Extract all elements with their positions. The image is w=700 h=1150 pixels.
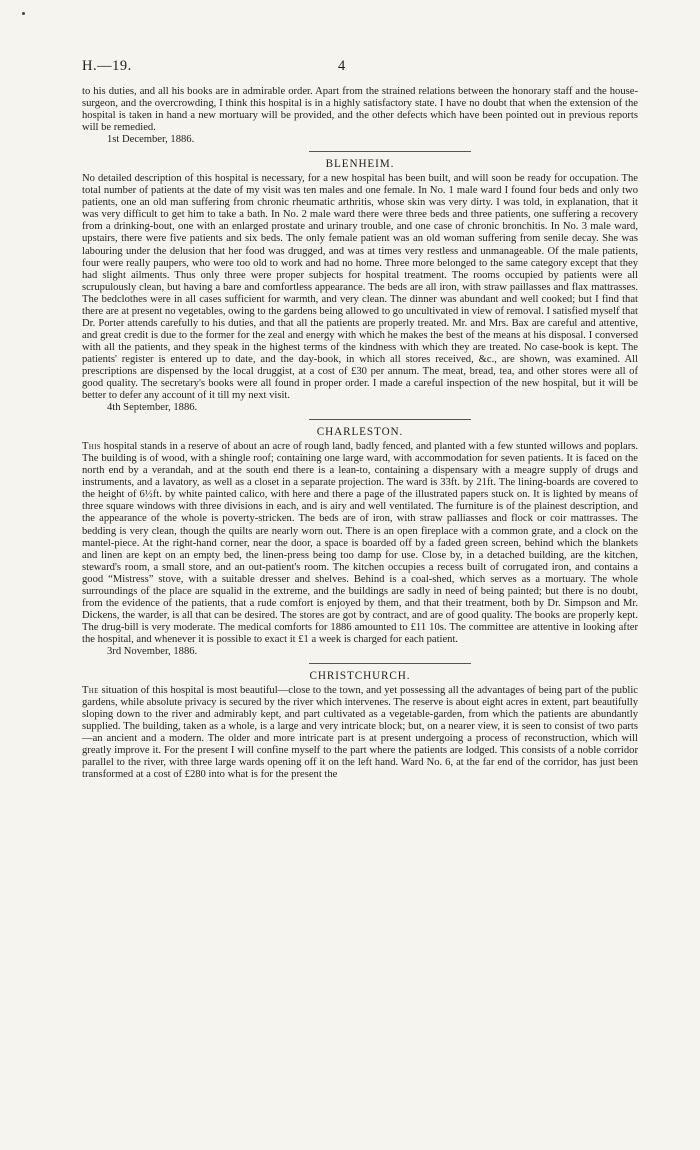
section-divider: [82, 658, 638, 669]
section-body-christchurch: [82, 685, 638, 781]
section-title-christchurch: CHRISTCHURCH.: [309, 670, 411, 683]
section-date-blenheim: 4th September, 1886.: [107, 402, 198, 414]
stray-ink-dot: [22, 12, 25, 15]
body-text: situation of this hospital is most beautiful—close to the town, and yet possessing all the advantages of being part of the public gardens, while absolute privacy is secured by the river which intervenes. The reserve is about eight acres in extent, part beautifully sloping down to the river and admirably kept, and part cultivated as a vegetable-garden, from which the patients are abundantly supplied. The building, taken as a whole, is a large and very intricate block; but, on a nearer view, it is seen to consist of two parts—an ancient and a modern. The older and more intricate part is at present undergoing a process of reconstruction, which will greatly improve it. For the present I will confine myself to the part where the patients are lodged. This consists of a noble corridor parallel to the river, with three large wards opening off it on the left hand. Ward No. 6, at the far end of the corridor, has just been transformed at a cost of £280 into what is for the present the: [82, 685, 638, 781]
section-date-charleston: 3rd November, 1886.: [107, 645, 198, 657]
section-body-blenheim: [82, 173, 638, 402]
first-word: The: [82, 685, 99, 697]
section-title-blenheim: BLENHEIM.: [325, 158, 395, 171]
section-body-charleston: [82, 441, 638, 646]
section-divider: [82, 414, 638, 425]
section-title-charleston: CHARLESTON.: [316, 426, 404, 439]
document-page: [82, 58, 638, 781]
page-number: 4: [338, 58, 346, 74]
intro-paragraph: to his duties, and all his books are in admirable order. Apart from the strained relations between the honorary staff and the house-surgeon, and the overcrowding, I think this hospital is in a highly satisfactory state. I have no doubt that when the extension of the hospital is taken in hand a new mortuary will be provided, and the other defects which have been pointed out in previous reports will be remedied.: [82, 86, 638, 134]
page-header: [82, 58, 638, 86]
body-text: No detailed description of this hospital is necessary, for a new hospital has been built, and will soon be ready for occupation. The total number of patients at the date of my visit was ten males and one female. In No. 1 male ward I found four beds and only two patients, one an old man suffering from chronic rheumatic arthritis, whose skin was very dirty. I was told, in explanation, that it was very difficult to get him to take a bath. In No. 2 male ward there were three beds and three patients, one suffering a recovery from a drinking-bout, one with an enlarged prostate and urinary trouble, and one case of chronic bronchitis. In No. 3 male ward, upstairs, there were five patients and six beds. The only female patient was an old woman suffering from senile decay. She was labouring under the delusion that her food was drugged, and was at times very restless and unmanageable. Of the male patients, four were really paupers, who were too old to work and had no home. Three more belonged to the same category except that they had slight ailments. Thus only three were proper subjects for hospital treatment. The rooms occupied by patients were all scrupulously clean, but having a bare and comfortless appearance. The beds are all iron, with straw paillasses and flax mattrasses. The bedclothes were in all cases sufficient for warmth, and very clean. The dinner was abundant and well cooked; but I find that there are at present no vegetables, owing to the gardens being allowed to go uncultivated in view of removal. I satisfied myself that Dr. Porter attends carefully to his duties, and that all the patients are properly treated. Mr. and Mrs. Bax are careful and attentive, and great credit is due to the former for the zeal and energy with which he makes the best of the means at his disposal. I conversed with all the patients, and they speak in the highest terms of the kindness with which they are treated. No case-book is kept. The patients' register is entered up to date, and the day-book, in which all stores received, &c., are shown, was examined. All prescriptions are dispensed by the local druggist, at a cost of £30 per annum. The meat, bread, tea, and other stores were all of good quality. The secretary's books were all found in proper order. I made a careful inspection of the new hospital, but it will be better to defer any account of it till my next visit.: [82, 173, 639, 402]
body-text: hospital stands in a reserve of about an acre of rough land, badly fenced, and planted with a few stunted willows and poplars. The building is of wood, with a shingle roof; containing one large ward, with accommodation for seven patients. It is faced on the north end by a verandah, and at the south end there is a lean-to, containing a dispensary with a meagre supply of drugs and instruments, and a lavatory, as well as a closet in a separate projection. The ward is 33ft. by 21ft. The lining-boards are covered to the height of 6½ft. by white painted calico, with here and there a page of the illustrated papers stuck on. It is lighted by means of three square windows with three divisions in each, and is airy and well ventilated. The furniture is of the plainest description, and the appearance of the whole is poverty-stricken. The beds are of iron, with straw palliasses and flock or coir mattrasses. The bedding is very clean, though the quilts are nearly worn out. There is an open fireplace with a common grate, and a clock on the mantel-piece. At the right-hand corner, near the door, a space is boarded off by a faded green screen, behind which the blankets and linen are kept on an empty bed, the linen-press being too damp for use. Close by, in a detached building, are the kitchen, steward's room, a small store, and an out-patient's room. The kitchen occupies a recess built of corrugated iron, and contains a good “Mistress” stove, with a suitable dresser and shelves. Behind is a coal-shed, which serves as a mortuary. The whole surroundings of the place are squalid in the extreme, and the buildings are sadly in need of being painted; but there is no doubt, from the evidence of the patients, that a rude comfort is enjoyed by them, and that their treatment, both by Dr. Simpson and Mr. Dickens, the warder, is all that can be desired. The stores are got by contract, and are of good quality. The books are properly kept. The drug-bill is very moderate. The medical comforts for 1886 amounted to £11 10s. The committee are attentive in looking after the hospital, and whenever it is possible to exact it £1 a week is charged for each patient.: [82, 441, 638, 645]
intro-date: 1st December, 1886.: [107, 134, 195, 146]
first-word: This: [82, 441, 101, 453]
section-divider: [82, 146, 638, 157]
series-label: H.—19.: [82, 58, 132, 74]
